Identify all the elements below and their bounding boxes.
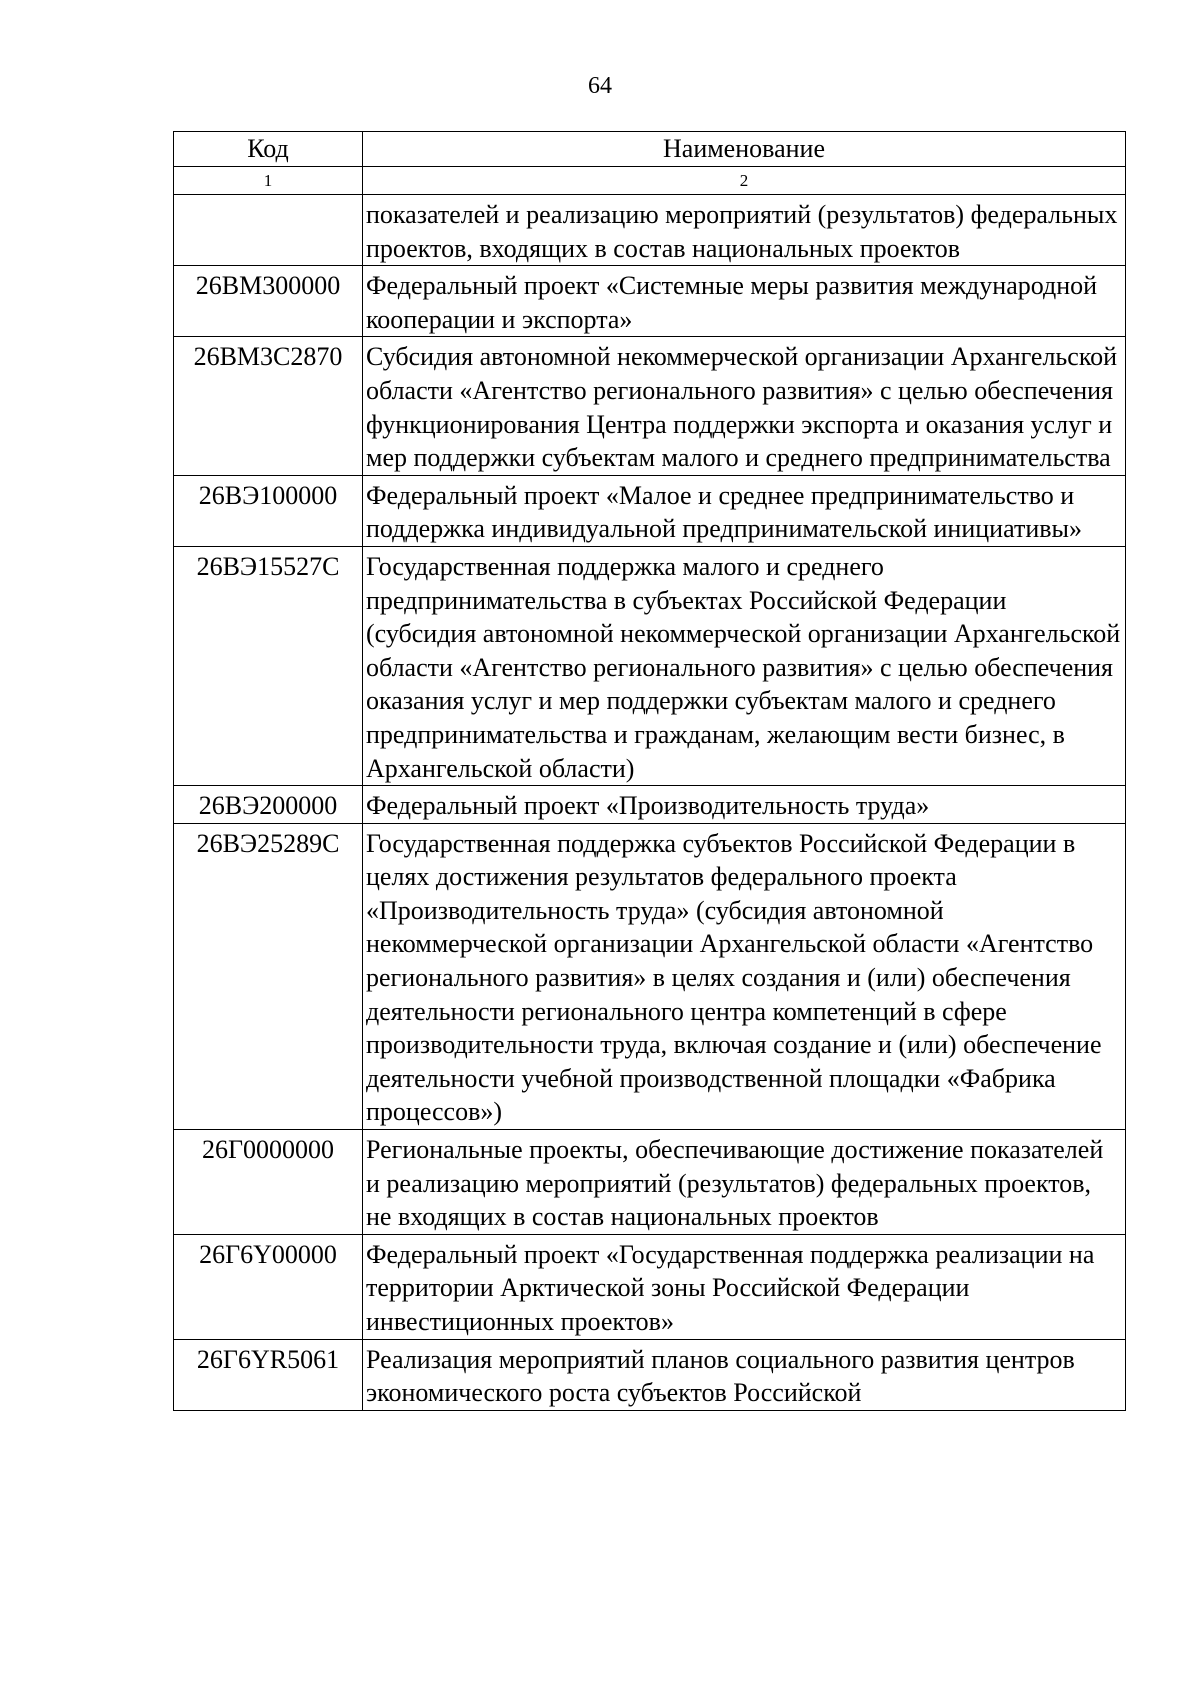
row-name: Реализация мероприятий планов социального развития центров экономического роста субъектов Российской (363, 1339, 1126, 1410)
table-row (174, 1130, 1126, 1235)
page-number: 64 (588, 73, 612, 99)
row-code: 26ВЭ15527С (174, 546, 363, 785)
table-row (174, 823, 1126, 1129)
table-row (174, 1234, 1126, 1339)
header-code: Код (174, 132, 363, 167)
row-name: Государственная поддержка малого и среднего предпринимательства в субъектах Российской Федерации (субсидия автономной некоммерческой организации Архангельской области «Агентство регионального развития» с целью обеспечения оказания услуг и мер поддержки субъектам малого и среднего предпринимательства и гражданам, желающим вести бизнес, в Архангельской области) (363, 546, 1126, 785)
row-code: 26Г6Y00000 (174, 1234, 363, 1339)
row-name: Региональные проекты, обеспечивающие достижение показателей и реализацию мероприятий (результатов) федеральных проектов, не входящих в состав национальных проектов (363, 1130, 1126, 1235)
header-name: Наименование (363, 132, 1126, 167)
row-code: 26ВЭ25289С (174, 823, 363, 1129)
row-code: 26Г6YR5061 (174, 1339, 363, 1410)
row-name: показателей и реализацию мероприятий (результатов) федеральных проектов, входящих в состав национальных проектов (363, 195, 1126, 266)
budget-classification-table (173, 131, 1126, 1411)
table-row (174, 546, 1126, 785)
row-name: Федеральный проект «Государственная поддержка реализации на территории Арктической зоны Российской Федерации инвестиционных проектов» (363, 1234, 1126, 1339)
table-header-row (174, 132, 1126, 167)
column-number-name: 2 (363, 167, 1126, 195)
row-name: Субсидия автономной некоммерческой организации Архангельской области «Агентство регионального развития» с целью обеспечения функционирования Центра поддержки экспорта и оказания услуг и мер поддержки субъектам малого и среднего предпринимательства (363, 337, 1126, 475)
row-name: Федеральный проект «Производительность труда» (363, 786, 1126, 824)
table-row (174, 337, 1126, 475)
row-name: Федеральный проект «Системные меры развития международной кооперации и экспорта» (363, 266, 1126, 337)
column-numbering-row (174, 167, 1126, 195)
table-row (174, 195, 1126, 266)
row-name: Федеральный проект «Малое и среднее предпринимательство и поддержка индивидуальной предпринимательской инициативы» (363, 475, 1126, 546)
table-row (174, 266, 1126, 337)
row-code: 26Г0000000 (174, 1130, 363, 1235)
row-name: Государственная поддержка субъектов Российской Федерации в целях достижения результатов федерального проекта «Производительность труда» (субсидия автономной некоммерческой организации Архангельской области «Агентство регионального развития» в целях создания и (или) обеспечения деятельности регионального центра компетенций в сфере производительности труда, включая создание и (или) обеспечение деятельности учебной производственной площадки «Фабрика процессов») (363, 823, 1126, 1129)
table-row (174, 1339, 1126, 1410)
row-code: 26ВМ3С2870 (174, 337, 363, 475)
table-row (174, 786, 1126, 824)
row-code: 26ВЭ200000 (174, 786, 363, 824)
column-number-code: 1 (174, 167, 363, 195)
table-row (174, 475, 1126, 546)
row-code (174, 195, 363, 266)
row-code: 26ВМ300000 (174, 266, 363, 337)
row-code: 26ВЭ100000 (174, 475, 363, 546)
